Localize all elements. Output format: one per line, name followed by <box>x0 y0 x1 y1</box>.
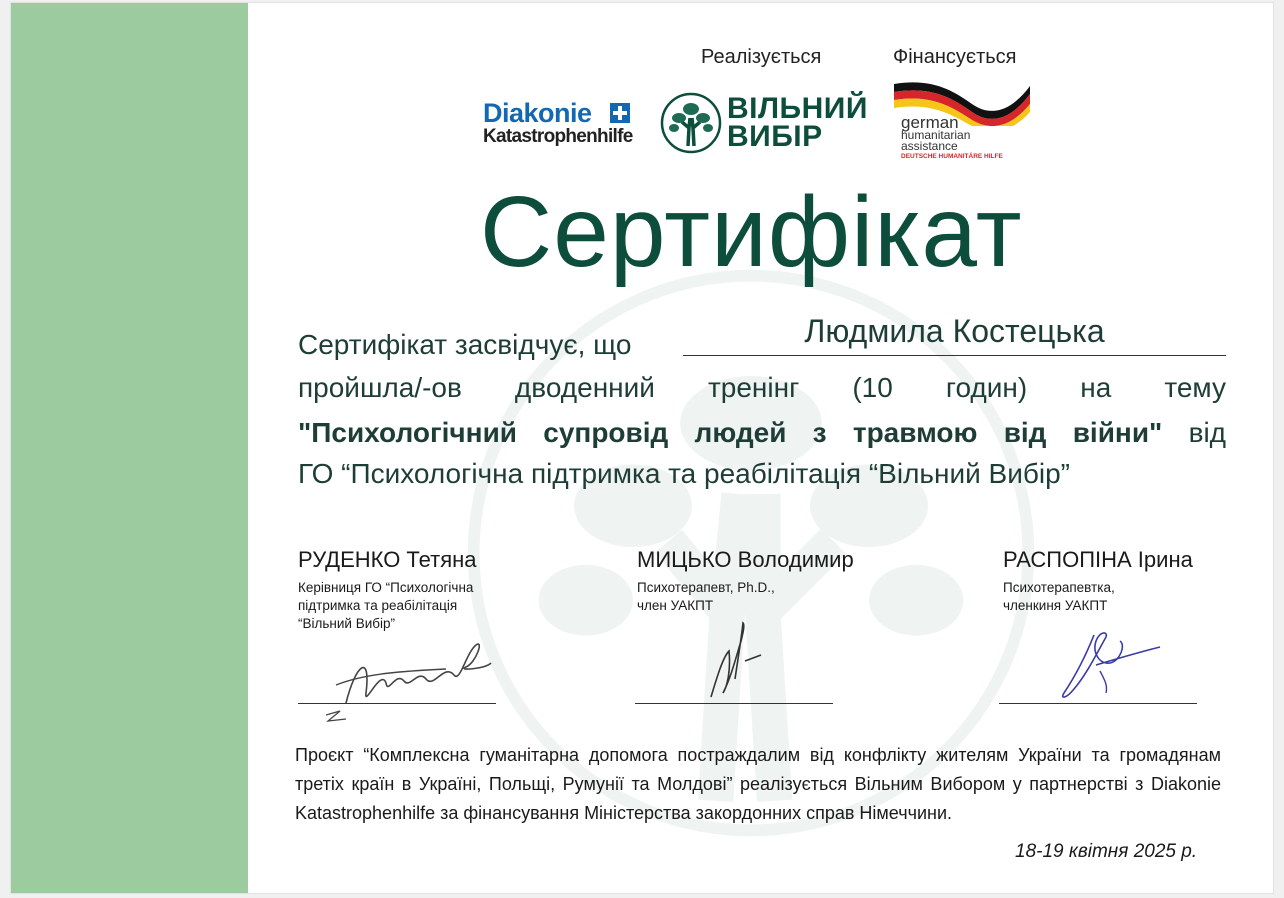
vv-line2: ВИБІР <box>727 120 823 153</box>
role-line: Психотерапевт, Ph.D., <box>637 580 775 595</box>
project-description: Проєкт “Комплексна гуманітарна допомога постраждалим від конфлікту жителям України та громадянам третіх країн в Україні, Польщі, Румунії та Молдові” реалізується Вільним Вибором у партнерстві з Diakonie Katastrophenhilfe за фінансування Міністерства закордонних справ Німеччини. <box>295 745 1221 823</box>
gha-line4: DEUTSCHE HUMANITÄRE HILFE <box>901 153 1003 160</box>
signatory-role <box>1003 579 1203 615</box>
diakonie-cross-icon <box>610 103 630 123</box>
certificate-page <box>10 2 1274 894</box>
role-line: членкиня УАКПТ <box>1003 598 1108 613</box>
role-line: член УАКПТ <box>637 598 714 613</box>
signatory-role <box>637 579 837 615</box>
training-description: пройшла/-ов дводенний тренінг (10 годин) на тему <box>298 372 1226 403</box>
german-humanitarian-assistance-wordmark <box>901 115 1003 161</box>
signature-line <box>999 703 1197 704</box>
vilnyi-vybir-wordmark <box>727 92 868 153</box>
vv-line1: ВІЛЬНИЙ <box>727 92 868 125</box>
diakonie-name: Diakonie <box>483 98 592 128</box>
signature-line <box>298 703 496 704</box>
topic-suffix: від <box>1188 417 1226 448</box>
role-line: підтримка та реабілітація <box>298 598 458 613</box>
signatory-name: РАСПОПІНА Ірина <box>1003 547 1193 572</box>
training-topic: "Психологічний супровід людей з травмою від війни" <box>298 417 1163 448</box>
training-topic-line <box>298 417 1226 449</box>
recipient-underline <box>683 355 1226 356</box>
role-line: Психотерапевтка, <box>1003 580 1115 595</box>
green-side-band <box>11 3 248 893</box>
gha-line3: assistance <box>901 139 958 153</box>
certificate-title: Сертифікат <box>480 176 1023 288</box>
recipient-name: Людмила Костецька <box>804 313 1105 349</box>
funded-by-label: Фінансується <box>893 46 1017 68</box>
signature-raspopina <box>1056 625 1166 703</box>
organization-name: ГО “Психологічна підтримка та реабілітація “Вільний Вибір” <box>298 458 1070 489</box>
certifies-text: Сертифікат засвідчує, що <box>298 329 632 360</box>
signatory-name: РУДЕНКО Тетяна <box>298 547 477 572</box>
signature-line <box>635 703 833 704</box>
training-date: 18-19 квітня 2025 р. <box>1015 841 1198 862</box>
gha-line1: german <box>901 113 959 132</box>
role-line: “Вільний Вибір” <box>298 616 395 631</box>
diakonie-logo <box>483 100 633 148</box>
gha-line2: humanitarian <box>901 128 971 142</box>
role-line: Керівниця ГО “Психологічна <box>298 580 474 595</box>
implemented-by-label: Реалізується <box>701 46 822 68</box>
diakonie-sub: Katastrophenhilfe <box>483 126 633 147</box>
vilnyi-vybir-tree-logo-icon <box>660 92 722 154</box>
signature-ruденko <box>326 623 496 728</box>
signature-mytsko <box>701 621 781 701</box>
signatory-name: МИЦЬКО Володимир <box>637 547 854 572</box>
